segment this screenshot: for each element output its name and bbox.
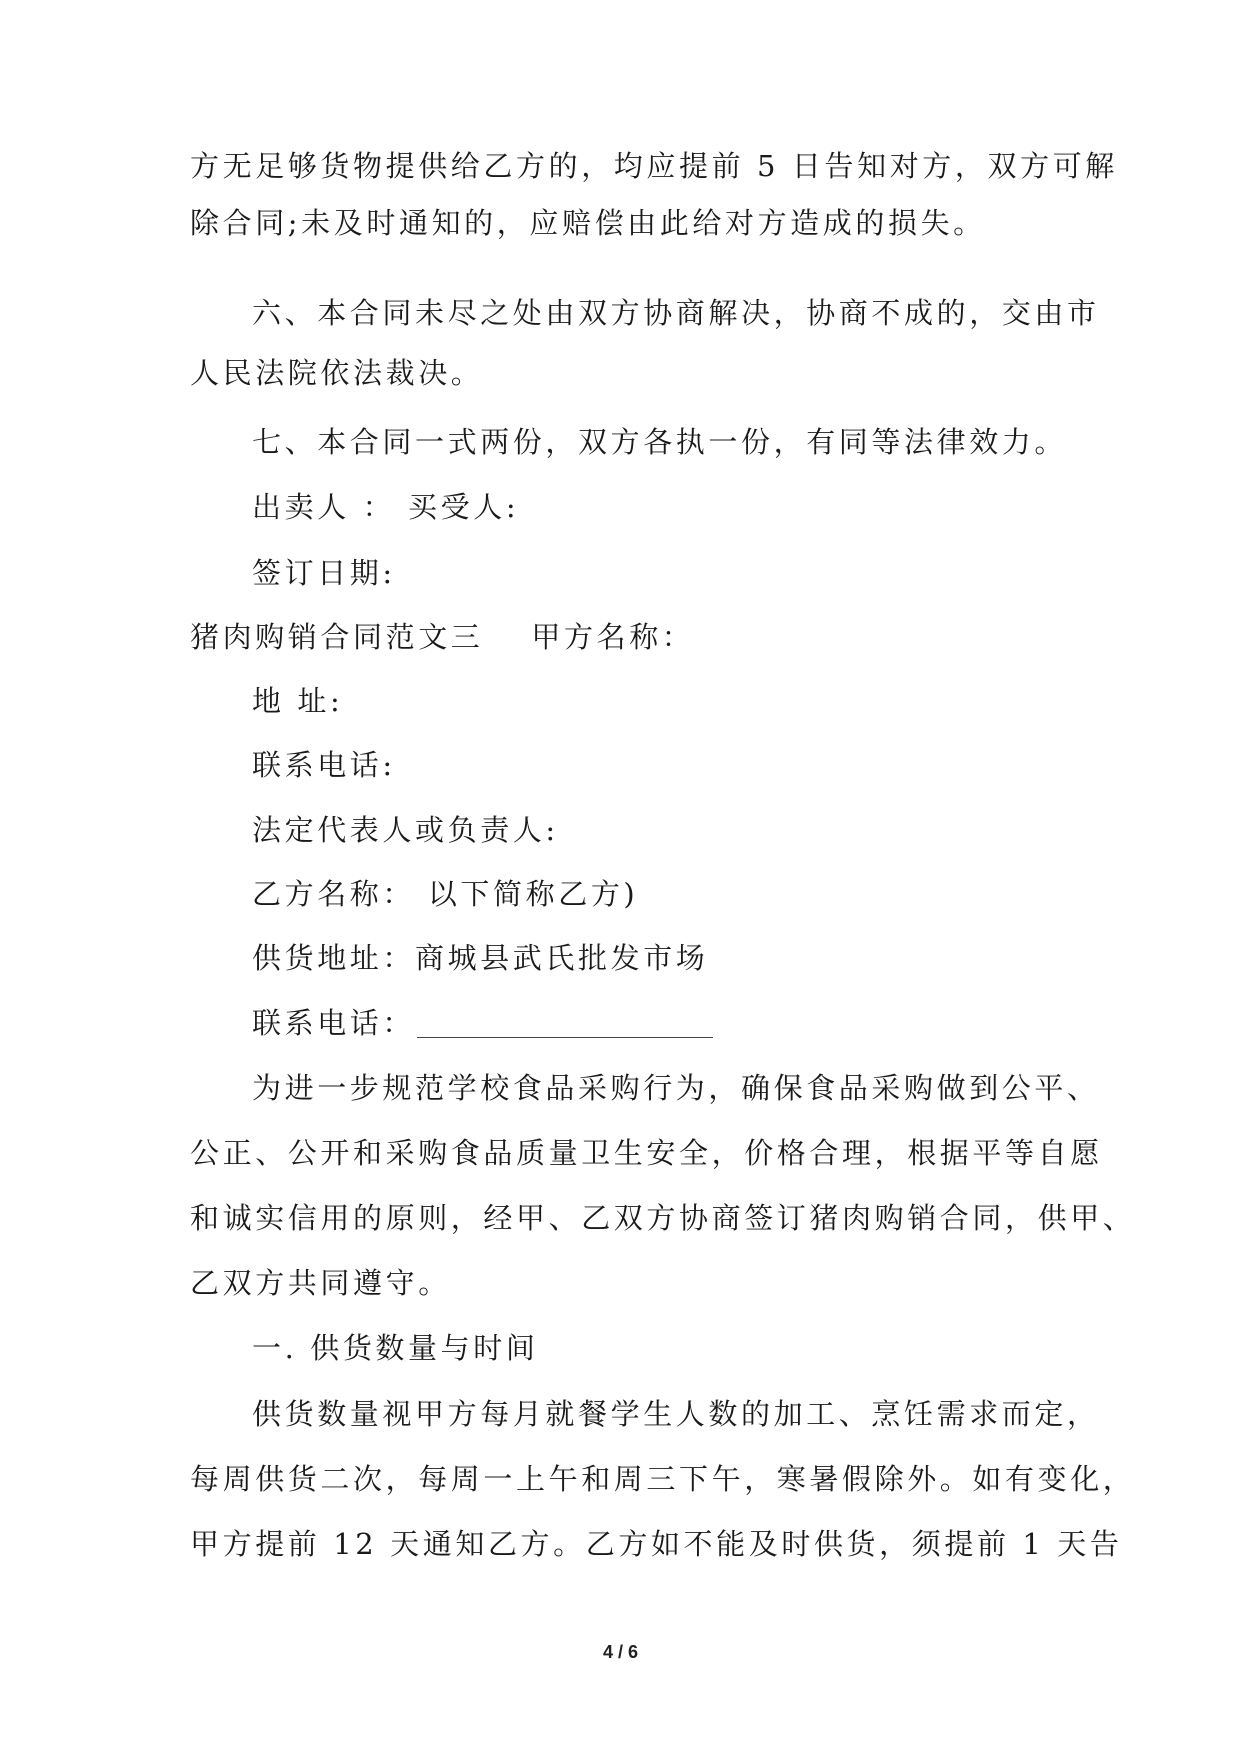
contract-title-row bbox=[190, 617, 694, 657]
section-heading: 一. 供货数量与时间 bbox=[252, 1331, 539, 1365]
paragraph-line: 甲方提前 12 天通知乙方。乙方如不能及时供货，须提前 1 天告 bbox=[190, 1527, 1123, 1561]
clause-six: 六、本合同未尽之处由双方协商解决，协商不成的，交由市 bbox=[252, 296, 1100, 330]
paragraph-line: 乙双方共同遵守。 bbox=[190, 1266, 451, 1300]
paragraph-line: 人民法院依法裁决。 bbox=[190, 356, 484, 390]
paragraph-line: 每周供货二次，每周一上午和周三下午，寒暑假除外。如有变化， bbox=[190, 1462, 1136, 1496]
supply-address: 供货地址：商城县武氏批发市场 bbox=[252, 941, 709, 975]
phone-blank-line bbox=[417, 1013, 713, 1038]
contract-title: 猪肉购销合同范文三 bbox=[190, 620, 484, 654]
party-b-phone-label: 联系电话： bbox=[252, 1006, 416, 1040]
party-b-phone-row bbox=[252, 1003, 713, 1043]
phone-label: 联系电话: bbox=[252, 748, 396, 782]
paragraph-line: 为进一步规范学校食品采购行为，确保食品采购做到公平、 bbox=[252, 1071, 1100, 1105]
party-b-name-label: 乙方名称： 以下简称乙方) bbox=[252, 877, 639, 911]
clause-seven: 七、本合同一式两份，双方各执一份，有同等法律效力。 bbox=[252, 425, 1068, 459]
legal-representative-label: 法定代表人或负责人: bbox=[252, 813, 559, 847]
paragraph-line: 和诚实信用的原则，经甲、乙双方协商签订猪肉购销合同，供甲、 bbox=[190, 1201, 1136, 1235]
paragraph-line: 供货数量视甲方每月就餐学生人数的加工、烹饪需求而定， bbox=[252, 1397, 1100, 1431]
signature-parties: 出卖人 ： 买受人: bbox=[252, 490, 520, 524]
paragraph-line: 方无足够货物提供给乙方的，均应提前 5 日告知对方，双方可解 bbox=[190, 149, 1118, 183]
address-label: 地 址: bbox=[252, 684, 344, 718]
page-number: 4 / 6 bbox=[602, 1642, 639, 1662]
paragraph-line: 公正、公开和采购食品质量卫生安全，价格合理，根据平等自愿 bbox=[190, 1136, 1103, 1170]
party-a-name-label: 甲方名称： bbox=[531, 620, 695, 654]
signing-date: 签订日期: bbox=[252, 556, 396, 590]
paragraph-line: 除合同;未及时通知的，应赔偿由此给对方造成的损失。 bbox=[190, 206, 986, 240]
